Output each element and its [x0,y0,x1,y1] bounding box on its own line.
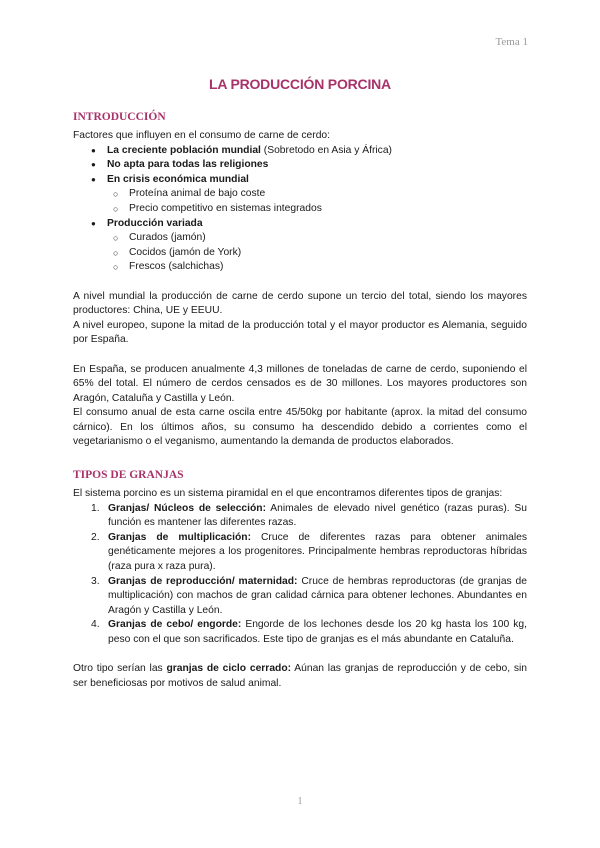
closing-paragraph: Otro tipo serían las granjas de ciclo cerrado: Aúnan las granjas de reproducción y de cebo, sin ser beneficiosas por motivos de salud animal. [73,663,527,689]
crisis-sublist [73,187,527,216]
farm-type-item: 3. Granjas de reproducción/ maternidad: Cruce de hembras reproductoras (de granjas de multiplicación) con machos de gran calidad cárnica para obtener lechones. Abundantes en Aragón y Castilla y León. [91,575,527,616]
farm-types-list [73,502,527,648]
paragraph: A nivel europeo, supone la mitad de la producción total y el mayor productor es Alemania, seguido por España. [73,319,527,346]
header-topic-label: Tema 1 [495,36,528,48]
intro-lead: Factores que influyen en el consumo de carne de cerdo: [73,130,331,141]
paragraph: A nivel mundial la producción de carne de cerdo supone un tercio del total, siendo los mayores productores: China, UE y EEUU. [73,290,527,317]
paragraph: En España, se producen anualmente 4,3 millones de toneladas de carne de cerdo, suponiendo el 65% del total. El número de cerdos censados es de 30 millones. Los mayores productores son Aragón, Cataluña y Castilla y León. [73,363,527,404]
section-heading-tipos-granjas: TIPOS DE GRANJAS [73,469,184,482]
farm-type-item: 4. Granjas de cebo/ engorde: Engorde de los lechones desde los 20 kg hasta los 100 kg, peso con el que son sacrificados. Este tipo de granjas es el más abundante en Cataluña. [91,619,527,645]
page-number: 1 [297,796,303,807]
document-body [73,110,527,691]
page-title: LA PRODUCCIÓN PORCINA [209,76,391,92]
sub-item: ○ Proteína animal de bajo coste [113,187,527,202]
factor-item: ● Producción variada [91,217,527,232]
section-heading-introduccion: INTRODUCCIÓN [73,111,166,123]
sub-item: ○ Frescos (salchichas) [113,260,527,275]
factors-list [73,144,527,188]
variada-sublist [73,231,527,275]
farm-type-item: 2. Granjas de multiplicación: Cruce de diferentes razas para obtener animales genéticamente mejores a los progenitores. Principalmente hembras reproductoras híbridas (raza pura x raza pura). [91,531,527,573]
farm-type-item: 1. Granjas/ Núcleos de selección: Animales de elevado nivel genético (razas puras). Su función es mantener las diferentes razas. [91,502,527,529]
factor-item: ● La creciente población mundial (Sobretodo en Asia y África) [91,144,527,159]
factor-item: ● En crisis económica mundial [91,173,527,188]
paragraph: El consumo anual de esta carne oscila entre 45/50kg por habitante (aprox. la mitad del consumo cárnico). En los últimos años, su consumo ha descendido debido a corrientes como el vegetarianismo o el veganismo, aumentando la demanda de productos elaborados. [73,407,527,448]
sub-item: ○ Curados (jamón) [113,231,527,246]
factors-list-cont [73,217,527,232]
granjas-lead: El sistema porcino es un sistema piramidal en el que encontramos diferentes tipos de granjas: [73,488,503,500]
sub-item: ○ Cocidos (jamón de York) [113,246,527,261]
factor-item: ● No apta para todas las religiones [91,158,527,173]
sub-item: ○ Precio competitivo en sistemas integrados [113,202,527,217]
